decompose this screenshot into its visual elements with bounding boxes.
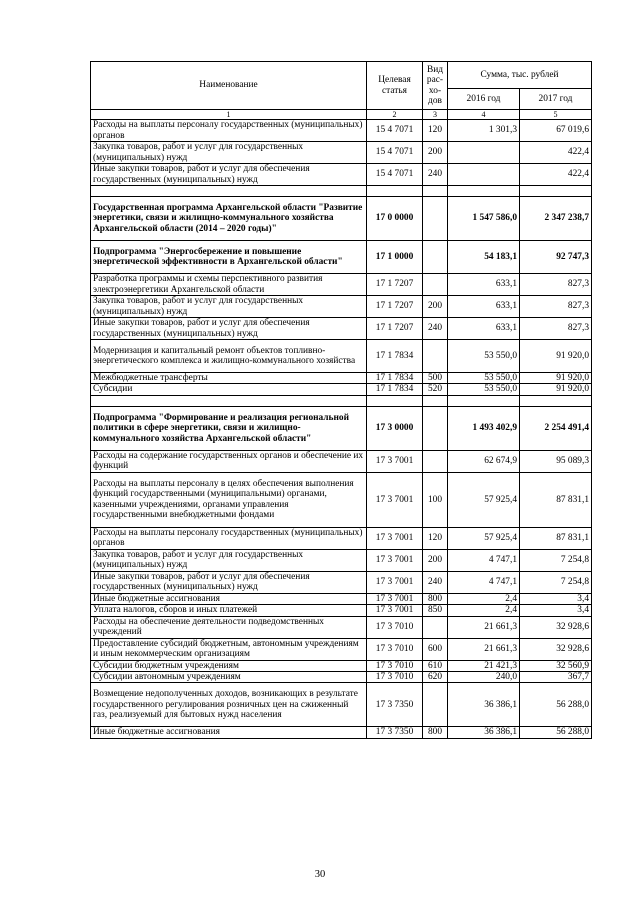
table-row [91,571,592,593]
row-value-2016 [448,142,520,164]
row-type: 600 [423,638,448,660]
row-type: 240 [423,164,448,186]
row-code: 17 3 7001 [367,472,423,527]
row-value-2016: 54 183,1 [448,241,520,274]
row-code: 17 3 7001 [367,593,423,604]
row-value-2017: 2 254 491,4 [520,406,592,450]
row-value-2016: 53 550,0 [448,373,520,384]
header-type-line: рас- [426,75,444,86]
row-value-2016: 62 674,9 [448,450,520,472]
row-name: Иные закупки товаров, работ и услуг для обеспечения государственных (муниципальных) нужд [91,318,367,340]
spacer-cell [91,186,367,197]
header-name: Наименование [91,62,367,110]
row-value-2017: 92 747,3 [520,241,592,274]
row-code: 17 3 7350 [367,727,423,738]
table-row [91,549,592,571]
row-value-2017: 32 928,6 [520,638,592,660]
row-code: 17 1 7207 [367,274,423,296]
row-code: 17 1 7834 [367,373,423,384]
row-value-2016: 1 547 586,0 [448,197,520,241]
column-number: 2 [367,110,423,120]
row-name: Закупка товаров, работ и услуг для государственных (муниципальных) нужд [91,142,367,164]
row-name: Закупка товаров, работ и услуг для государственных (муниципальных) нужд [91,549,367,571]
table-row [91,727,592,738]
table-row [91,660,592,671]
row-name: Субсидии бюджетным учреждениям [91,660,367,671]
row-name: Иные бюджетные ассигнования [91,727,367,738]
row-code: 17 1 7207 [367,296,423,318]
table-row [91,120,592,142]
table-row [91,472,592,527]
header-type-line: Вид [426,64,444,75]
row-name: Расходы на обеспечение деятельности подведомственных учреждений [91,616,367,638]
row-type [423,616,448,638]
row-type: 800 [423,727,448,738]
row-name: Уплата налогов, сборов и иных платежей [91,605,367,616]
row-type: 100 [423,472,448,527]
row-code: 17 3 7010 [367,638,423,660]
spacer-cell [91,395,367,406]
row-value-2016: 21 661,3 [448,638,520,660]
column-number: 5 [520,110,592,120]
row-type [423,241,448,274]
row-code: 17 3 7001 [367,450,423,472]
row-value-2016: 53 550,0 [448,340,520,373]
row-code: 17 3 7001 [367,549,423,571]
row-name: Иные бюджетные ассигнования [91,593,367,604]
row-name: Расходы на содержание государственных органов и обеспечение их функций [91,450,367,472]
row-type: 500 [423,373,448,384]
table-row [91,683,592,727]
row-value-2016: 53 550,0 [448,384,520,395]
spacer-cell [520,395,592,406]
table-row [91,142,592,164]
table-row [91,373,592,384]
row-type: 200 [423,549,448,571]
table-row [91,164,592,186]
row-type: 240 [423,318,448,340]
page-number: 30 [314,869,326,880]
row-value-2016: 2,4 [448,593,520,604]
row-type: 120 [423,120,448,142]
row-type: 240 [423,571,448,593]
row-code: 17 0 0000 [367,197,423,241]
column-numbers-row [91,110,592,120]
spacer-cell [448,395,520,406]
row-value-2016: 36 386,1 [448,727,520,738]
row-value-2016: 633,1 [448,296,520,318]
row-name: Субсидии [91,384,367,395]
row-value-2017: 367,7 [520,672,592,683]
row-name: Расходы на выплаты персоналу государственных (муниципальных) органов [91,527,367,549]
row-code: 17 1 7834 [367,340,423,373]
row-value-2016: 633,1 [448,318,520,340]
row-value-2016: 4 747,1 [448,549,520,571]
row-type [423,340,448,373]
table-row [91,605,592,616]
row-name: Модернизация и капитальный ремонт объектов топливно-энергетического комплекса и жилищно-коммунального хозяйства [91,340,367,373]
row-value-2016: 240,0 [448,672,520,683]
row-name: Закупка товаров, работ и услуг для государственных (муниципальных) нужд [91,296,367,318]
row-value-2017: 91 920,0 [520,384,592,395]
spacer-cell [520,186,592,197]
row-value-2017: 56 288,0 [520,727,592,738]
table-row [91,197,592,241]
spacer-cell [448,186,520,197]
row-name: Подпрограмма "Энергосбережение и повышение энергетической эффективности в Архангельской области" [91,241,367,274]
row-value-2017: 827,3 [520,296,592,318]
row-code: 17 3 7010 [367,660,423,671]
table-row [91,406,592,450]
row-name: Возмещение недополученных доходов, возникающих в результате государственного регулирования розничных цен на сжиженный газ, реализуемый для бытовых нужд населения [91,683,367,727]
row-value-2017: 56 288,0 [520,683,592,727]
row-code: 17 1 0000 [367,241,423,274]
table-row [91,616,592,638]
column-number: 1 [91,110,367,120]
row-value-2017: 87 831,1 [520,472,592,527]
table-row [91,241,592,274]
table-row [91,274,592,296]
row-value-2017: 3,4 [520,593,592,604]
spacer-cell [367,186,423,197]
row-value-2017: 91 920,0 [520,373,592,384]
row-name: Разработка программы и схемы перспективного развития электроэнергетики Архангельской области [91,274,367,296]
row-value-2016: 21 661,3 [448,616,520,638]
table-row [91,450,592,472]
row-code: 17 3 7010 [367,672,423,683]
row-value-2017: 87 831,1 [520,527,592,549]
row-code: 17 1 7834 [367,384,423,395]
row-value-2016: 21 421,3 [448,660,520,671]
row-value-2017: 3,4 [520,605,592,616]
table-row [91,527,592,549]
spacer-cell [423,186,448,197]
row-code: 15 4 7071 [367,164,423,186]
row-value-2017: 32 928,6 [520,616,592,638]
row-value-2017: 2 347 238,7 [520,197,592,241]
row-code: 17 3 7350 [367,683,423,727]
table-row [91,340,592,373]
header-sum: Сумма, тыс. рублей [448,62,592,89]
row-type: 200 [423,296,448,318]
row-type: 850 [423,605,448,616]
row-type [423,197,448,241]
row-value-2017: 827,3 [520,274,592,296]
table-row [91,672,592,683]
row-type [423,450,448,472]
row-code: 17 3 7001 [367,605,423,616]
row-value-2017: 95 089,3 [520,450,592,472]
spacer-cell [423,395,448,406]
row-name: Субсидии автономным учреждениям [91,672,367,683]
row-name: Иные закупки товаров, работ и услуг для обеспечения государственных (муниципальных) нужд [91,571,367,593]
row-value-2016 [448,164,520,186]
row-value-2016: 4 747,1 [448,571,520,593]
table-row [91,318,592,340]
row-value-2017: 7 254,8 [520,571,592,593]
budget-table [90,61,592,739]
row-type [423,406,448,450]
header-type-line: хо- [428,85,442,96]
row-type: 520 [423,384,448,395]
header-type-line: дов [428,95,442,106]
column-number: 4 [448,110,520,120]
table-row [91,296,592,318]
row-name: Подпрограмма "Формирование и реализация региональной политики в сфере энергетики, связи и жилищно-коммунального хозяйства Архангельской области" [91,406,367,450]
row-code: 15 4 7071 [367,120,423,142]
row-type: 120 [423,527,448,549]
header-2016: 2016 год [448,89,520,110]
spacer-cell [367,395,423,406]
row-value-2016: 36 386,1 [448,683,520,727]
table-row [91,593,592,604]
row-type [423,274,448,296]
row-value-2017: 7 254,8 [520,549,592,571]
table-row [91,638,592,660]
row-code: 17 3 7001 [367,527,423,549]
header-code: Целевая статья [367,62,423,110]
row-value-2017: 91 920,0 [520,340,592,373]
row-type: 610 [423,660,448,671]
row-type: 620 [423,672,448,683]
row-type: 200 [423,142,448,164]
row-name: Государственная программа Архангельской области "Развитие энергетики, связи и жилищно-коммунального хозяйства Архангельской области (2014 – 2020 годы)" [91,197,367,241]
row-value-2016: 1 493 402,9 [448,406,520,450]
row-value-2017: 32 560,9 [520,660,592,671]
row-name: Расходы на выплаты персоналу государственных (муниципальных) органов [91,120,367,142]
row-name: Предоставление субсидий бюджетным, автономным учреждениям и иным некоммерческим организациям [91,638,367,660]
row-code: 15 4 7071 [367,142,423,164]
row-value-2016: 1 301,3 [448,120,520,142]
row-value-2016: 633,1 [448,274,520,296]
row-code: 17 3 0000 [367,406,423,450]
row-type [423,683,448,727]
row-name: Межбюджетные трансферты [91,373,367,384]
row-name: Иные закупки товаров, работ и услуг для обеспечения государственных (муниципальных) нужд [91,164,367,186]
header-type [423,62,448,110]
spacer-row [91,395,592,406]
table-body [91,120,592,739]
column-number: 3 [423,110,448,120]
table-row [91,384,592,395]
spacer-row [91,186,592,197]
row-code: 17 1 7207 [367,318,423,340]
row-value-2017: 67 019,6 [520,120,592,142]
row-type: 800 [423,593,448,604]
row-value-2016: 57 925,4 [448,472,520,527]
row-value-2016: 2,4 [448,605,520,616]
row-name: Расходы на выплаты персоналу в целях обеспечения выполнения функций государственными (муниципальными) органами, казенными учреждениями, органами управления государственными внебюджетными фондами [91,472,367,527]
header-row [91,62,592,89]
row-value-2016: 57 925,4 [448,527,520,549]
header-2017: 2017 год [520,89,592,110]
row-code: 17 3 7010 [367,616,423,638]
row-code: 17 3 7001 [367,571,423,593]
row-value-2017: 422,4 [520,142,592,164]
row-value-2017: 827,3 [520,318,592,340]
row-value-2017: 422,4 [520,164,592,186]
